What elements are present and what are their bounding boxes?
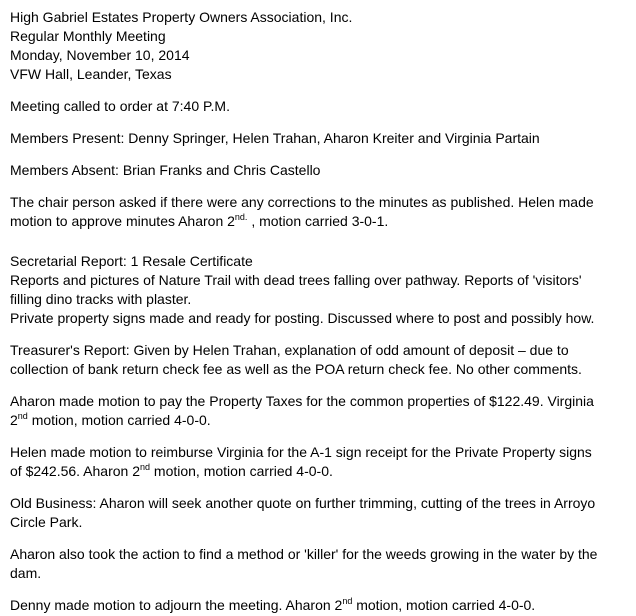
- weeds-action: [10, 545, 630, 583]
- minutes-line: The chair person asked if there were any corrections to the minutes as published. Helen made: [10, 194, 594, 210]
- treasurer-line: Treasurer's Report: Given by Helen Trahan, explanation of odd amount of deposit – due to: [10, 342, 569, 358]
- motion-text: of $242.56. Aharon 2: [10, 463, 140, 479]
- meeting-date: Monday, November 10, 2014: [10, 47, 190, 63]
- minutes-text: , motion carried 3-0-1.: [247, 213, 389, 229]
- motion-line: Helen made motion to reimburse Virginia for the A-1 sign receipt for the Private Property signs: [10, 444, 592, 460]
- document-header: [10, 8, 630, 84]
- treasurer-line: collection of bank return check fee as well as the POA return check fee. No other comments.: [10, 361, 582, 377]
- secretarial-line: Secretarial Report: 1 Resale Certificate: [10, 253, 253, 269]
- ordinal-suffix: nd: [140, 462, 151, 472]
- ordinal-suffix: nd: [17, 411, 28, 421]
- motion-line: Aharon made motion to pay the Property Taxes for the common properties of $122.49. Virginia: [10, 393, 594, 409]
- ordinal-suffix: nd: [342, 596, 353, 606]
- members-present: Members Present: Denny Springer, Helen Trahan, Aharon Kreiter and Virginia Partain: [10, 130, 540, 146]
- motion-line: [10, 411, 630, 430]
- weeds-line: Aharon also took the action to find a method or 'killer' for the weeds growing in the water by the: [10, 546, 598, 562]
- minutes-text: motion to approve minutes Aharon 2: [10, 213, 235, 229]
- old-business: [10, 494, 630, 532]
- secretarial-line: filling dino tracks with plaster.: [10, 291, 192, 307]
- motion-adjourn: [10, 596, 630, 615]
- treasurer-report: [10, 341, 630, 379]
- ordinal-suffix: nd.: [234, 212, 248, 222]
- weeds-line: dam.: [10, 565, 42, 581]
- motion-text: 2: [10, 412, 18, 428]
- meeting-location: VFW Hall, Leander, Texas: [10, 66, 172, 82]
- members-absent: Members Absent: Brian Franks and Chris Castello: [10, 162, 321, 178]
- minutes-line: [10, 212, 630, 231]
- motion-line: [10, 462, 630, 481]
- motion-reimburse: [10, 443, 630, 481]
- motion-text: motion, motion carried 4-0-0.: [27, 412, 211, 428]
- org-name: High Gabriel Estates Property Owners Association, Inc.: [10, 9, 353, 25]
- old-business-line: Circle Park.: [10, 514, 83, 530]
- call-to-order: Meeting called to order at 7:40 P.M.: [10, 98, 230, 114]
- secretarial-line: Private property signs made and ready for posting. Discussed where to post and possibly how.: [10, 310, 595, 326]
- adjourn-text: motion, motion carried 4-0-0.: [352, 597, 536, 613]
- meeting-type: Regular Monthly Meeting: [10, 28, 166, 44]
- minutes-approval: [10, 193, 630, 231]
- old-business-line: Old Business: Aharon will seek another quote on further trimming, cutting of the trees in Arroyo: [10, 495, 596, 511]
- motion-property-taxes: [10, 392, 630, 430]
- secretarial-line: Reports and pictures of Nature Trail with dead trees falling over pathway. Reports of 'visitors': [10, 272, 582, 288]
- secretarial-report: [10, 252, 630, 328]
- motion-text: motion, motion carried 4-0-0.: [150, 463, 333, 479]
- adjourn-text: Denny made motion to adjourn the meeting. Aharon 2: [10, 597, 343, 613]
